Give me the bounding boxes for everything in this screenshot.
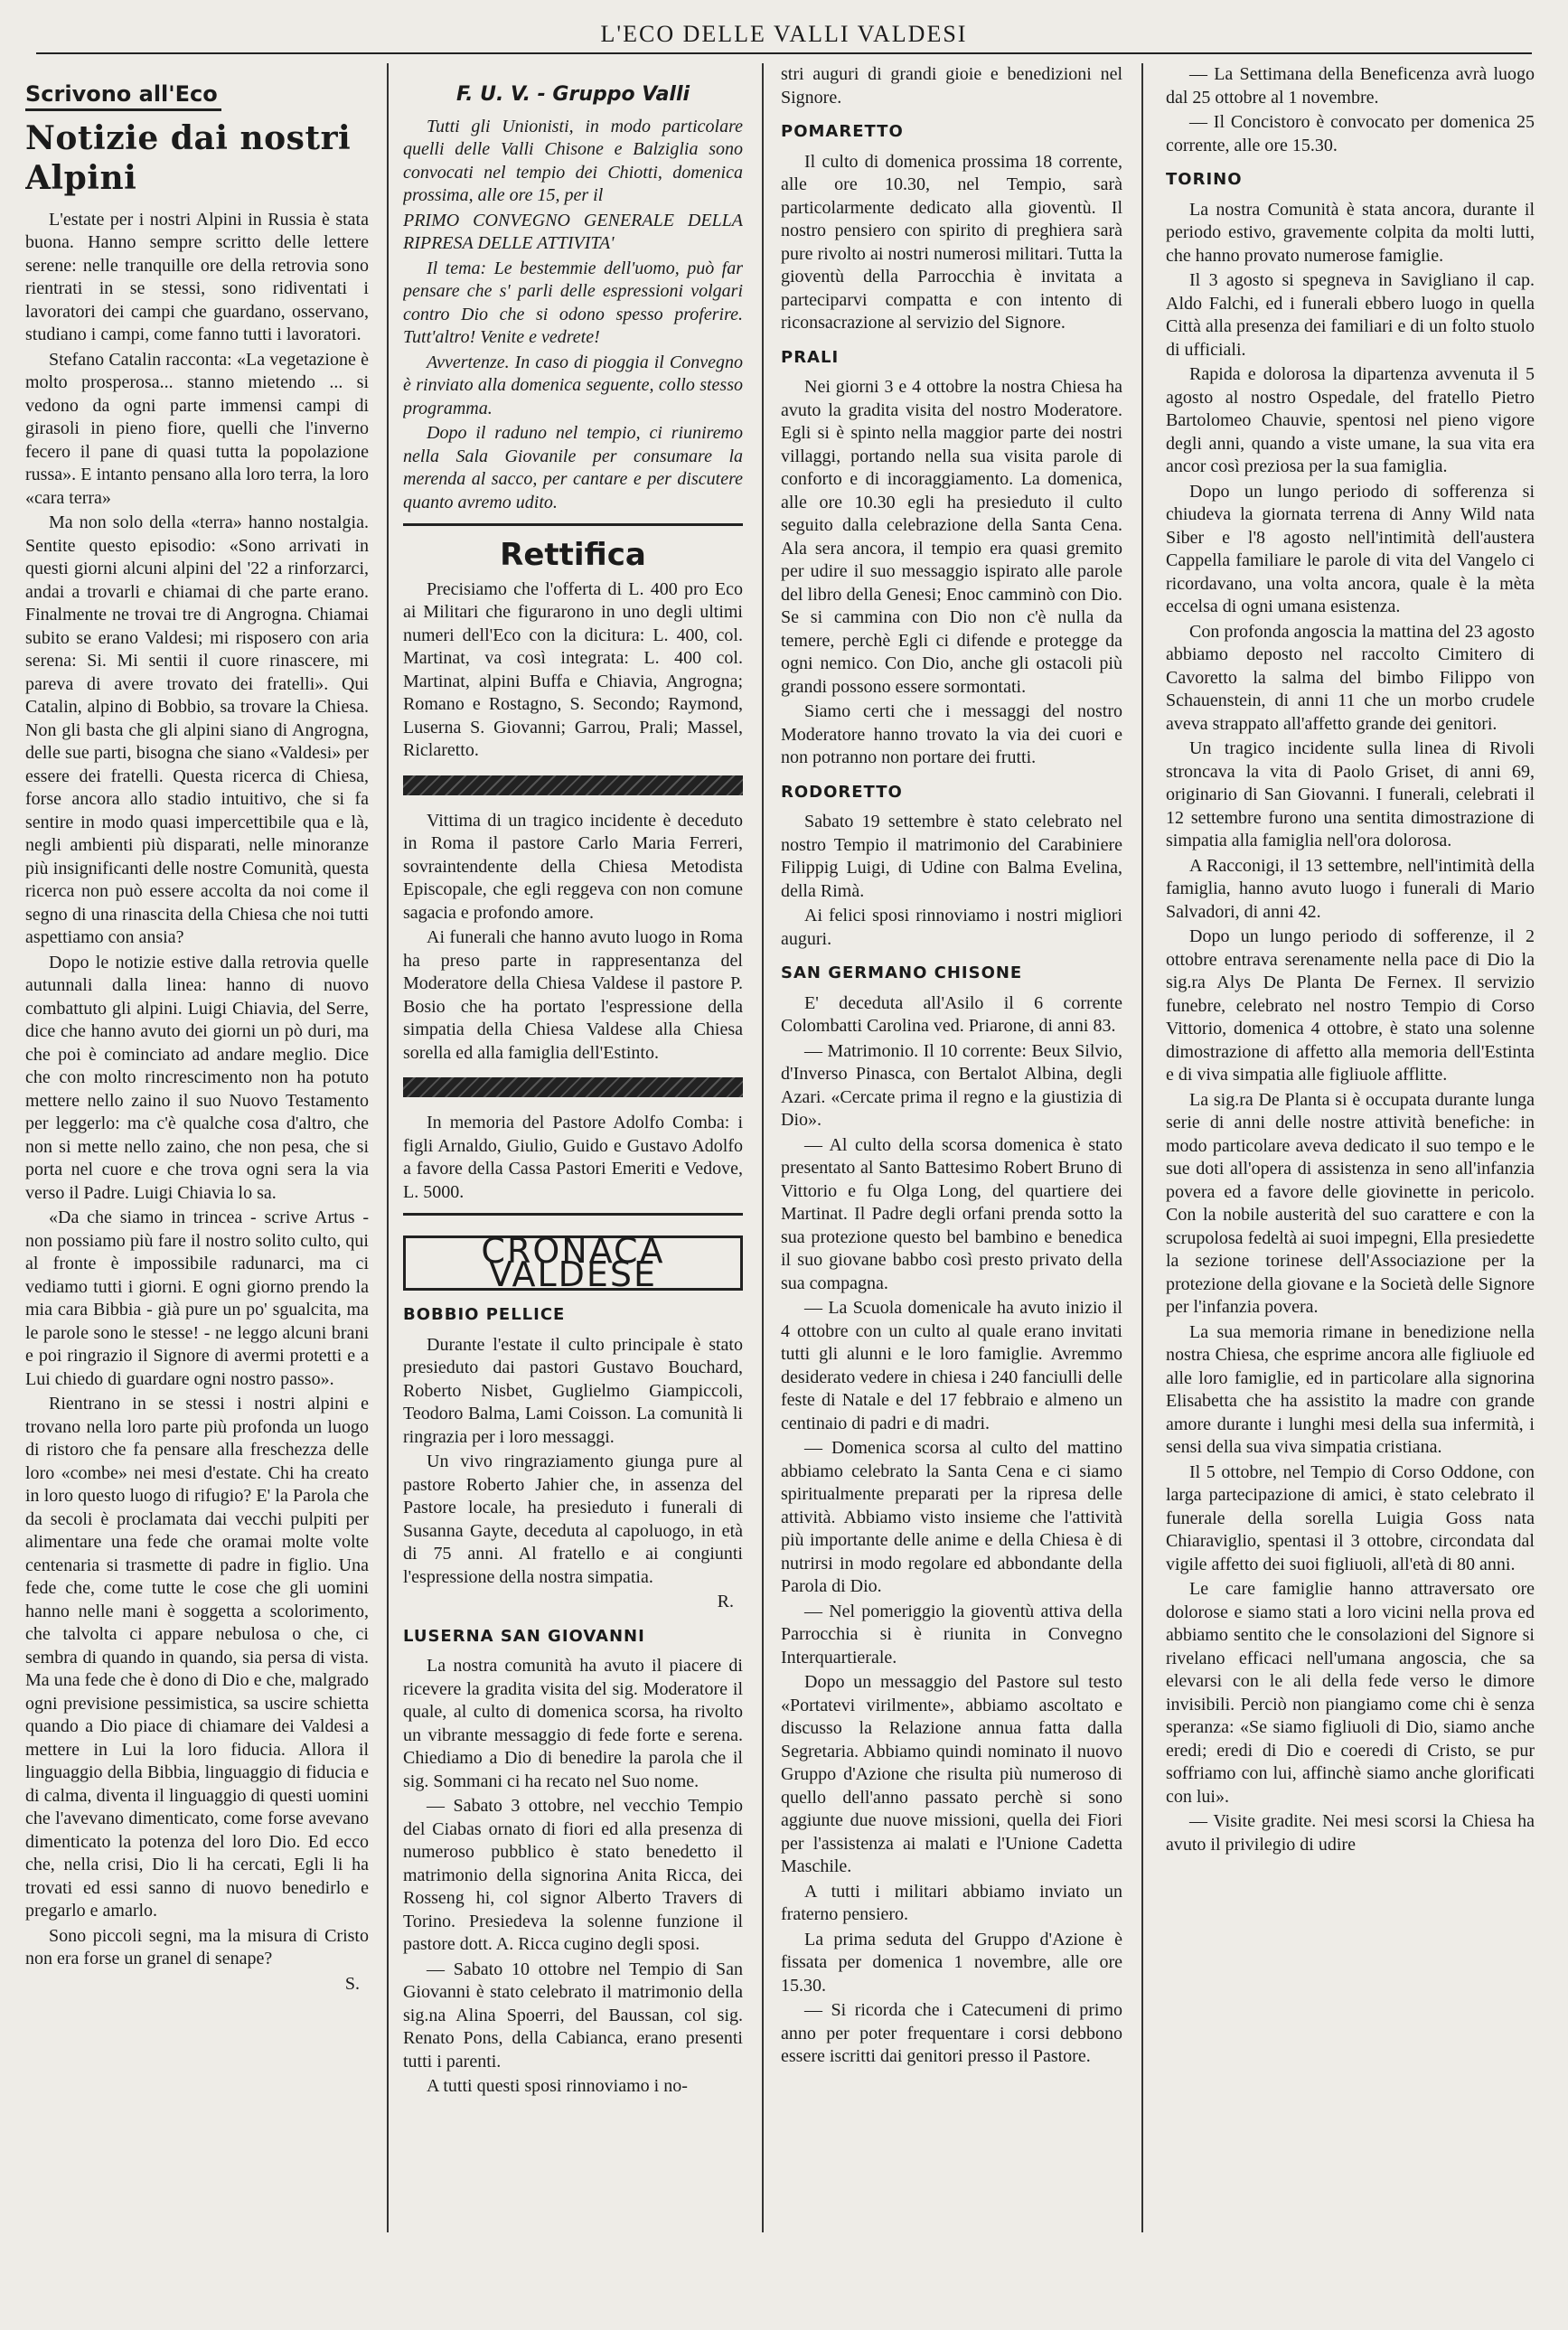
locality-heading: BOBBIO PELLICE bbox=[403, 1305, 566, 1324]
paragraph: Precisiamo che l'offerta di L. 400 pro Eco ai Militari che figurarono in uno degli ultimi numeri dell'Eco con la dicitura: L. 400, col. Martinat, va così integrata: L. 400 col. Martinat, alpini Buffa e Chiavia, Angrogna; Romano e Rostagno, S. Secondo; Raymond, Luserna S. Giovanni; Garrou, Prali; Massel, Riclaretto. bbox=[403, 578, 743, 760]
column-3 bbox=[781, 63, 1122, 2228]
paragraph: Ai funerali che hanno avuto luogo in Roma ha preso parte in rappresentanza del Moderatore della Chiesa Valdese il pastore P. Bosio che ha portato l'espressione della simpatia della Chiesa Valdese alla Chiesa sorella ed alla famiglia dell'Estinto. bbox=[403, 927, 743, 1063]
paragraph: stri auguri di grandi gioie e benedizioni nel Signore. bbox=[781, 64, 1122, 108]
paragraph: PRIMO CONVEGNO GENERALE DELLA RIPRESA DELLE ATTIVITA' bbox=[403, 210, 743, 253]
divider-band bbox=[403, 1077, 743, 1097]
column-4 bbox=[1166, 63, 1535, 2228]
column-1 bbox=[25, 63, 369, 2228]
paragraph: Dopo un lungo periodo di sofferenza si chiudeva la giornata terrena di Anny Wild nata Siber e l'8 agosto nell'intimità dell'austera Cappella familiare le parole di vita del Vangelo ci ricordavano, una volta ancora, quale è la mèta eccelsa di ogni umana esistenza. bbox=[1166, 481, 1535, 616]
paragraph: E' deceduta all'Asilo il 6 corrente Colombatti Carolina ved. Priarone, di anni 83. bbox=[781, 992, 1122, 1036]
paragraph: Con profonda angoscia la mattina del 23 agosto abbiamo deposto nel raccolto Cimitero di Cavoretto la salma del bimbo Filippo von Schauenstein, di anni 11 che un morbo crudele aveva strappato all'affetto grande dei genitori. bbox=[1166, 621, 1535, 734]
paragraph: Rientrano in se stessi i nostri alpini e trovano nella loro parte più profonda un luogo di ristoro che fa pensare alla freschezza delle loro «combe» nei mesi d'estate. Chi ha creato in loro questo luogo di rifugio? E' la Parola che da secoli è proclamata dai vecchi pulpiti per alimentare una fede che oramai molte volte centenaria si trasmette di padre in figlio. Una fede che, come tutte le cose che gli uomini hanno nelle mani è soggetta a scolorimento, che talvolta ci appare nebulosa o che, ci sembra di quando in quando, sia persa di vista. Ma una fede che è dono di Dio e che, malgrado ogni previsione pessimistica, sa uscire schietta quando a Dio piace di chiamare dei Valdesi a mettere in Lui la loro fiducia. Allora il linguaggio della Bibbia, linguaggio di fiducia e di calma, diventa il linguaggio di questi uomini che l'avevano dimenticato, come forse avevano dimenticato la potenza del loro Dio. Ed ecco che, nella crisi, Dio li ha cercati, Egli li ha trovati ed essi sanno di nuovo benedirlo e pregarlo e amarlo. bbox=[25, 1394, 369, 1921]
paragraph: A tutti i militari abbiamo inviato un fraterno pensiero. bbox=[781, 1881, 1122, 1924]
signature: S. bbox=[344, 1973, 360, 1994]
paragraph: — Visite gradite. Nei mesi scorsi la Chiesa ha avuto il privilegio di udire bbox=[1166, 1811, 1535, 1855]
paragraph: Dopo un lungo periodo di sofferenze, il 2 ottobre entrava serenamente nella pace di Dio la sig.ra Alys De Planta De Fernex. Il servizio funebre, celebrato nel nostro Tempio di Corso Vittorio, domenica 4 ottobre, è stato una solenne dimostrazione di affetto alla memoria dell'Estinta e di viva simpatia alle figliuole afflitte. bbox=[1166, 926, 1535, 1085]
paragraph: La nostra comunità ha avuto il piacere di ricevere la gradita visita del sig. Moderatore il quale, al culto di domenica scorsa, ha rivolto un vibrante messaggio di fede forte e serena. Chiediamo a Dio di benedire la parola che il sig. Sommani ci ha recato nel Suo nome. bbox=[403, 1656, 743, 1791]
paragraph: La prima seduta del Gruppo d'Azione è fissata per domenica 1 novembre, alle ore 15.30. bbox=[781, 1929, 1122, 1996]
paragraph: Durante l'estate il culto principale è stato presieduto dai pastori Gustavo Bouchard, Roberto Nisbet, Guglielmo Giampiccoli, Teodoro Balma, Lami Coisson. La comunità li ringrazia per i loro messaggi. bbox=[403, 1334, 743, 1447]
divider-band bbox=[403, 775, 743, 795]
locality-heading: RODORETTO bbox=[781, 782, 903, 802]
paragraph: La sig.ra De Planta si è occupata durante lunga serie di anni delle nostre attività benefiche: in modo particolare aveva dedicato il suo tempo e le sue doti all'opera di assistenza in seno all'infanzia povera ed a favore delle giovinette in pericolo. Con la nobile austerità del suo carattere e con la scrupolosa fedeltà ai suoi impegni, Ella presiedette la sezione torinese dell'Associazione per la protezione della giovane e la Società delle Signore per l'infanzia povera. bbox=[1166, 1089, 1535, 1317]
article-headline: Notizie dai nostri Alpini bbox=[25, 118, 352, 197]
paragraph: Nei giorni 3 e 4 ottobre la nostra Chiesa ha avuto la gradita visita del nostro Moderatore. Egli si è spinto nella maggior parte dei nostri villaggi, portando nella sua visita parole di conforto e di incoraggiamento. La domenica, alle ore 10.30 egli ha presieduto il culto seguito dalla celebrazione della Santa Cena. Ala sera ancora, il tempio era quasi gremito per udire il suo messaggio ispirato alle parole del libro della Genesi; Enoc camminò con Dio. Se si cammina con Dio non c'è nulla da temere, perchè Egli ci difende e protegge da ogni nemico. Con Dio, anche gli ostacoli più grandi possono essere sormontati. bbox=[781, 377, 1122, 697]
paragraph: — Sabato 3 ottobre, nel vecchio Tempio del Ciabas ornato di fiori ed alla presenza di numeroso pubblico è stato benedetto il matrimonio della signorina Anita Ricca, dei Rosseng hi, col signor Alberto Travers di Torino. Presiedeva la solenne funzione il pastore dott. A. Ricca cugino degli sposi. bbox=[403, 1796, 743, 1954]
paragraph: Rapida e dolorosa la dipartenza avvenuta il 5 agosto al nostro Ospedale, del fratello Pietro Bartolomeo Chauvie, spentosi nel pieno vigore degli anni, quando a viste umane, la sua vita era ancor così preziosa per la sua famiglia. bbox=[1166, 364, 1535, 476]
paragraph: Vittima di un tragico incidente è deceduto in Roma il pastore Carlo Maria Ferreri, sovraintendente della Chiesa Metodista Episcopale, che egli reggeva con non comune sagacia e profondo amore. bbox=[403, 810, 743, 923]
paragraph: Il culto di domenica prossima 18 corrente, alle ore 10.30, nel Tempio, sarà particolarmente dedicato alla gioventù. Il nostro pensiero con spirito di preghiera sarà pure rivolto ai nostri numerosi militari. Tutta la gioventù della Parrocchia è invitata a parteciparvi compatta e con intento di riconsacrazione al servizio del Signore. bbox=[781, 151, 1122, 333]
column-rule bbox=[762, 63, 764, 2232]
section-kicker: Scrivono all'Eco bbox=[25, 83, 221, 111]
column-2 bbox=[403, 63, 743, 2228]
locality-heading: SAN GERMANO CHISONE bbox=[781, 963, 1023, 982]
paragraph: Tutti gli Unionisti, in modo particolare quelli delle Valli Chisone e Balziglia sono convocati nel tempio dei Chiotti, domenica prossima, alle ore 15, per il bbox=[403, 116, 743, 205]
paragraph: Un tragico incidente sulla linea di Rivoli stroncava la vita di Paolo Griset, di anni 69, originario di San Giovanni. I funerali, celebrati il 12 settembre furono una sentita dimostrazione di simpatia alla famiglia nell'ora dolorosa. bbox=[1166, 738, 1535, 850]
rettifica-title: Rettifica bbox=[500, 537, 646, 573]
locality-heading: POMARETTO bbox=[781, 122, 904, 141]
signature: R. bbox=[717, 1592, 734, 1611]
paragraph: — Il Concistoro è convocato per domenica 25 corrente, alle ore 15.30. bbox=[1166, 112, 1535, 155]
masthead: L'ECO DELLE VALLI VALDESI bbox=[36, 16, 1532, 54]
paragraph: A Racconigi, il 13 settembre, nell'intimità della famiglia, hanno avuto luogo i funerali di Mario Salvadori, di anni 42. bbox=[1166, 855, 1535, 922]
paragraph: Stefano Catalin racconta: «La vegetazione è molto prosperosa... stanno mietendo ... si vedono da ogni parte immensi campi di girasoli in pieno fiore, quelli che l'inverno fecero il pane di quasi tutta la popolazione russa». E intanto pensano alla loro terra, la loro «cara terra» bbox=[25, 349, 369, 508]
paragraph: Il tema: Le bestemmie dell'uomo, può far pensare che s' parli delle espressioni volgari contro Dio che si odono spesso proferire. Tutt'altro! Venite e vedrete! bbox=[403, 258, 743, 347]
column-rule bbox=[387, 63, 389, 2232]
paragraph: — Domenica scorsa al culto del mattino abbiamo celebrato la Santa Cena e ci siamo spiritualmente preparati per la ripresa delle attività. Abbiamo visto insieme che l'attività più importante delle anime e della Chiesa è di nutrirsi in modo regolare ed abbondante della Parola di Dio. bbox=[781, 1438, 1122, 1596]
paragraph: Sono piccoli segni, ma la misura di Cristo non era forse un granel di senape? bbox=[25, 1925, 369, 1968]
paragraph: Dopo le notizie estive dalla retrovia quelle autunnali dalla linea: hanno di nuovo combattuto gli alpini. Luigi Chiavia, del Serre, dice che hanno avuto dei giorni un pò duri, ma che poi è cominciato ad andare meglio. Dice che con molto rincrescimento non ha potuto mettere nello zaino il suo Nuovo Testamento per leggerlo: ma c'è qualche cosa d'altro, che non si mette nello zaino, che non pesa, che si porta nel cuore e che trova ogni sera la via verso il Padre. Luigi Chiavia lo sa. bbox=[25, 952, 369, 1203]
paragraph: In memoria del Pastore Adolfo Comba: i figli Arnaldo, Giulio, Guido e Gustavo Adolfo a favore della Cassa Pastori Emeriti e Vedove, L. 5000. bbox=[403, 1113, 743, 1202]
paragraph: A tutti questi sposi rinnoviamo i no- bbox=[427, 2076, 688, 2096]
paragraph: Dopo il raduno nel tempio, ci riuniremo nella Sala Giovanile per consumare la merenda al sacco, per cantare e per discutere quanto avremo udito. bbox=[403, 423, 743, 512]
paragraph: — Matrimonio. Il 10 corrente: Beux Silvio, d'Inverso Pinasca, con Bertalot Albina, degli Azari. «Cercate prima il regno e la giustizia di Dio». bbox=[781, 1040, 1122, 1130]
locality-heading: LUSERNA SAN GIOVANNI bbox=[403, 1626, 645, 1646]
paragraph: Sabato 19 settembre è stato celebrato nel nostro Tempio il matrimonio del Carabiniere Filippig Luigi, di Udine con Balma Evelina, della Rimà. bbox=[781, 812, 1122, 901]
paragraph: Il 3 agosto si spegneva in Savigliano il cap. Aldo Falchi, ed i funerali ebbero luogo in quella Città alla presenza dei familiari e di un folto stuolo di ufficiali. bbox=[1166, 270, 1535, 360]
paragraph: — Sabato 10 ottobre nel Tempio di San Giovanni è stato celebrato il matrimonio della sig.na Alina Spoerri, del Baussan, col sig. Renato Pons, della Cabianca, erano presenti tutti i parenti. bbox=[403, 1959, 743, 2072]
paragraph: — Al culto della scorsa domenica è stato presentato al Santo Battesimo Robert Bruno di Vittorio e fu Olga Long, del quartiere dei Martinat. Il Padre degli orfani prenda sotto la sua protezione questo bel bambino e benedica il suo giovane babbo così presto privato della sua compagna. bbox=[781, 1134, 1122, 1293]
paragraph: «Da che siamo in trincea - scrive Artus - non possiamo più fare il nostro solito culto, qui al fronte è impossibile radunarci, ma ci vediamo tutti i giorni. E ogni giorno prendo la mia cara Bibbia - già pure un po' sgualcita, ma le parole sono le stesse! - ne leggo alcuni brani e poi ringrazio il Signore di avermi protetti e a Lui chiedo di guardare ogni nostro passo». bbox=[25, 1207, 369, 1389]
paragraph: Ma non solo della «terra» hanno nostalgia. Sentite questo episodio: «Sono arrivati in questi giorni alcuni alpini del '22 a rinforzarci, andai a trovarli e chiamai di che parte erano. Finalmente ne trovai tre di Angrogna. Chiamai subito se erano Valdesi; mi risposero con aria serena: Si. Mi sentii il cuore rinascere, mi pareva di avere trovato dei fratelli». Qui Catalin, alpino di Bobbio, sa trovare la Chiesa. Non gli basta che gli alpini siano di Angrogna, delle sue parti, bisogna che siano «Valdesi» per essere dei fratelli. Questa ricerca di Chiesa, forse ancora allo stadio intuitivo, che si fa sentire in modo quasi impercettibile qua e là, negli ambienti più disparati, nelle minoranze più insignificanti delle nostre Comunità, questa ricerca non può essere accolta da noi come il segno di una rinascita della Chiesa che noi tutti aspettiamo con ansia? bbox=[25, 512, 369, 947]
divider bbox=[403, 523, 743, 526]
paragraph: — Nel pomeriggio la gioventù attiva della Parrocchia si è riunita in Convegno Interquartierale. bbox=[781, 1601, 1122, 1668]
paragraph: La sua memoria rimane in benedizione nella nostra Chiesa, che esprime ancora alle figliuole ed alle loro famiglie, ed in particolare alla signorina Elisabetta che ha assistito la madre con grande amore durante i lunghi mesi della sua infermità, i sensi della sua viva simpatia cristiana. bbox=[1166, 1321, 1535, 1457]
paragraph: Il 5 ottobre, nel Tempio di Corso Oddone, con larga partecipazione di amici, è stato celebrato il funerale della sorella Luigia Goss nata Chiaraviglio, spentasi il 3 ottobre, circondata dal vigile affetto dei suoi figliuoli, all'età di 80 anni. bbox=[1166, 1461, 1535, 1574]
fuv-notice bbox=[403, 116, 743, 515]
paragraph: La nostra Comunità è stata ancora, durante il periodo estivo, gravemente colpita da molti lutti, che hanno provato numerose famiglie. bbox=[1166, 199, 1535, 266]
paragraph: Ai felici sposi rinnoviamo i nostri migliori auguri. bbox=[781, 906, 1122, 949]
paragraph: — La Scuola domenicale ha avuto inizio il 4 ottobre con un culto al quale erano invitati tutti gli alunni e le loro famiglie. Avremmo desiderato vedere in chiesa i 240 fanciulli delle feste di Natale e del 17 febbraio e almeno un centinaio di padri e di madri. bbox=[781, 1298, 1122, 1433]
divider bbox=[403, 1213, 743, 1216]
paragraph: Dopo un messaggio del Pastore sul testo «Portatevi virilmente», abbiamo ascoltato e discusso la Relazione annua fatta dalla Segretaria. Abbiamo quindi nominato il nuovo Gruppo d'Azione che risulta più numeroso di quello dell'anno passato perchè si sono aggiunte due nuove missioni, quella dei Fiori per l'assistenza ai malati e l'Unione Cadetta Maschile. bbox=[781, 1672, 1122, 1876]
paragraph: Avvertenze. In caso di pioggia il Convegno è rinviato alla domenica seguente, collo stesso programma. bbox=[403, 352, 743, 418]
locality-heading: PRALI bbox=[781, 347, 840, 367]
cronaca-title: CRONACA VALDESE bbox=[403, 1235, 743, 1291]
paragraph: Siamo certi che i messaggi del nostro Moderatore hanno trovato la via dei cuori e non potranno non portare dei frutti. bbox=[781, 701, 1122, 767]
locality-heading: TORINO bbox=[1166, 170, 1243, 189]
paragraph: Le care famiglie hanno attraversato ore dolorose e siamo stati a loro vicini nella prova ed abbiamo sentito che le consolazioni del Signore si rivelano efficaci nell'umana angoscia, che sa elevarsi con le ali della fede verso le dimore invisibili. Perciò non piangiamo come chi è senza speranza: «Se siamo figliuoli di Dio, siamo anche eredi; eredi di Dio e coeredi di Cristo, se pur soffriamo con lui, affinchè siamo anche glorificati con lui». bbox=[1166, 1579, 1535, 1807]
paragraph: — La Settimana della Beneficenza avrà luogo dal 25 ottobre al 1 novembre. bbox=[1166, 64, 1535, 108]
column-rule bbox=[1141, 63, 1143, 2232]
paragraph: Un vivo ringraziamento giunga pure al pastore Roberto Jahier che, in assenza del Pastore locale, ha presieduto i funerali di Susanna Gayte, deceduta al capoluogo, in età di 75 anni. Al fratello e ai congiunti l'espressione della nostra simpatia. bbox=[403, 1452, 743, 1587]
paragraph: L'estate per i nostri Alpini in Russia è stata buona. Hanno sempre scritto delle lettere serene: nelle tranquille ore della retrovia sono rientrati in se stessi, sono ridiventati i lavoratori dei campi che guardano, osservano, studiano i campi, come fanno tutti i lavoratori. bbox=[25, 209, 369, 344]
paragraph: — Si ricorda che i Catecumeni di primo anno per poter frequentare i corsi debbono essere iscritti dai genitori presso il Pastore. bbox=[781, 2000, 1122, 2066]
fuv-title: F. U. V. - Gruppo Valli bbox=[455, 83, 690, 106]
